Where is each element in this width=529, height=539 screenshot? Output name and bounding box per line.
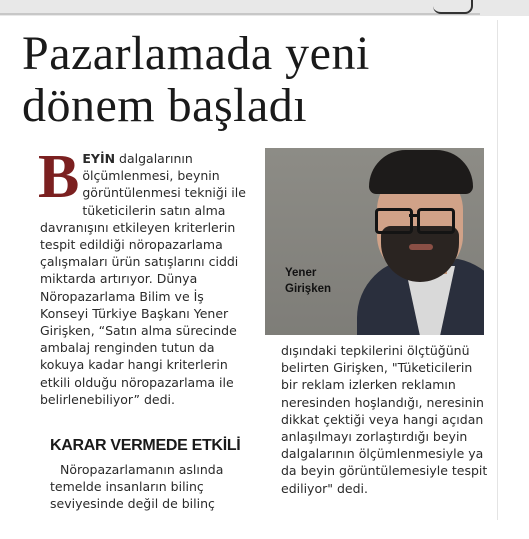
headline-line-2: dönem başladı <box>22 79 308 132</box>
article-paragraph-1 <box>38 143 252 408</box>
article-headline <box>22 28 512 132</box>
photo-glasses-bridge <box>409 214 419 217</box>
caption-line-2: Girişken <box>285 283 332 295</box>
photo-hair <box>369 150 473 194</box>
drop-cap: B <box>38 143 80 211</box>
paragraph-1-text: dalgalarının ölçümlenmesi, beynin görüntülenmesi tekniği ile tüketicilerin satın alma davranışını etkileyen kriterlerin tespit edildiği nöropazarlama çalışmaları ürün satışlarını ciddi miktarda artırıyor. Dünya Nöropazarlama Bilim ve İş Konseyi Türkiye Başkanı Yener Girişken, “Satın alma sürecinde ambalaj renginden tutun da kokuya kadar hangi kriterlerin etkili olduğu nöropazarlama ile belirlenebiliyor” dedi. <box>40 151 246 407</box>
caption-line-1: Yener <box>285 267 317 279</box>
article-left-column-lower <box>50 461 262 513</box>
photo-caption <box>285 265 355 297</box>
portrait-photo <box>265 148 484 335</box>
headline-line-1: Pazarlamada yeni <box>22 27 370 80</box>
article-right-column <box>281 342 491 497</box>
photo-mouth <box>409 244 433 250</box>
right-column-text: dışındaki tepkilerini ölçtüğünü belirten Girişken, "Tüketicilerin bir reklam izlerken reklamın neresinden hoşlandığı, neresinin dikkat çektiği veya hangi açıdan anlaşılmayı zorlaştırdığı beyin dalgalarının ölçümlenmesiyle ya da beyin görüntülemesiyle tespit ediliyor" dedi. <box>281 343 488 496</box>
photo-glasses-left <box>375 208 413 234</box>
page-corner-mark <box>433 0 473 14</box>
article-subhead: KARAR VERMEDE ETKİLİ <box>50 437 241 454</box>
article-left-column <box>38 143 252 408</box>
lead-word: EYİN <box>82 151 116 166</box>
top-divider <box>0 13 480 15</box>
photo-glasses-right <box>417 208 455 234</box>
article-paragraph-2: Nöropazarlamanın aslında temelde insanların bilinç seviyesinde değil de bilinç <box>50 462 224 512</box>
